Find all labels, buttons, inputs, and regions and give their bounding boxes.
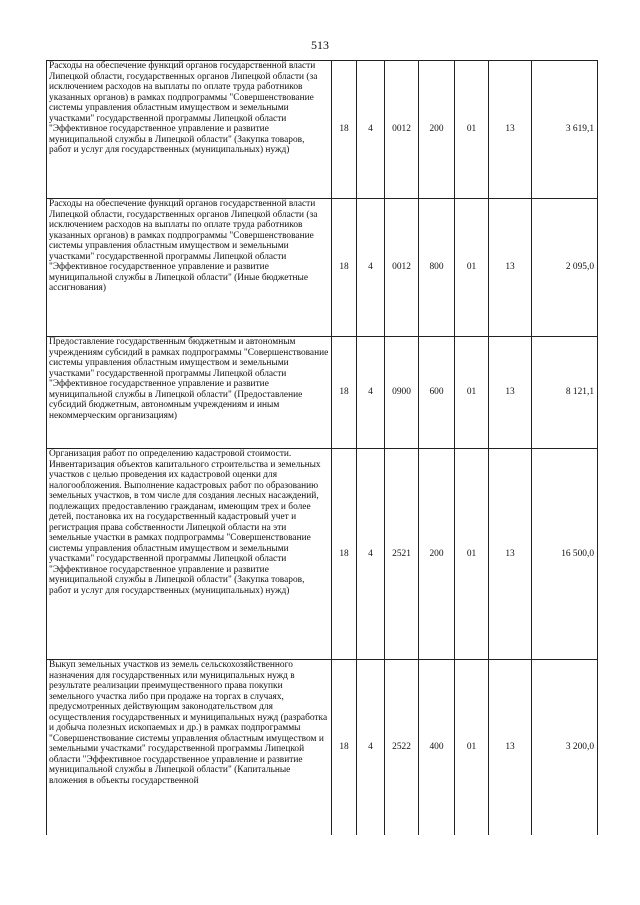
row-code-3: 0900: [385, 337, 419, 449]
row-code-6: 13: [489, 61, 532, 199]
row-code-3: 0012: [385, 199, 419, 337]
table-row: [47, 449, 598, 660]
row-description: Организация работ по определению кадастровой стоимости. Инвентаризация объектов капитального строительства и земельных участков с целью проведения их кадастровой оценки для налогообложения. Выполнение кадастровых работ по образованию земельных участков, в том числе для создания лесных насаждений, подлежащих предоставлению гражданам, имеющим трех и более детей, постановка их на государственный кадастровый учет и регистрация права собственности Липецкой области на эти земельные участки в рамках подпрограммы "Совершенствование системы управления областным имуществом и земельными участками" государственной программы Липецкой области "Эффективное государственное управление и развитие муниципальной службы в Липецкой области" (Закупка товаров, работ и услуг для государственных (муниципальных) нужд): [47, 449, 332, 660]
row-description: Расходы на обеспечение функций органов государственной власти Липецкой области, государственных органов Липецкой области (за исключением расходов на выплаты по оплате труда работников указанных органов) в рамках подпрограммы "Совершенствование системы управления областным имуществом и земельными участками" государственной программы Липецкой области "Эффективное государственное управление и развитие муниципальной службы в Липецкой области" (Иные бюджетные ассигнования): [47, 199, 332, 337]
row-code-5: 01: [455, 61, 489, 199]
row-code-5: 01: [455, 337, 489, 449]
row-code-1: 18: [332, 449, 357, 660]
row-code-3: 2522: [385, 660, 419, 835]
table-row: [47, 61, 598, 199]
row-code-4: 400: [419, 660, 455, 835]
row-code-6: 13: [489, 660, 532, 835]
row-code-4: 200: [419, 449, 455, 660]
table-row: [47, 337, 598, 449]
row-code-5: 01: [455, 449, 489, 660]
row-code-6: 13: [489, 449, 532, 660]
row-code-6: 13: [489, 337, 532, 449]
row-code-2: 4: [357, 449, 385, 660]
table-row: [47, 199, 598, 337]
row-code-4: 800: [419, 199, 455, 337]
row-code-1: 18: [332, 199, 357, 337]
row-code-3: 0012: [385, 61, 419, 199]
row-description: Расходы на обеспечение функций органов государственной власти Липецкой области, государственных органов Липецкой области (за исключением расходов на выплаты по оплате труда работников указанных органов) в рамках подпрограммы "Совершенствование системы управления областным имуществом и земельными участками" государственной программы Липецкой области "Эффективное государственное управление и развитие муниципальной службы в Липецкой области" (Закупка товаров, работ и услуг для государственных (муниципальных) нужд): [47, 61, 332, 199]
row-code-2: 4: [357, 660, 385, 835]
row-code-6: 13: [489, 199, 532, 337]
row-code-1: 18: [332, 337, 357, 449]
row-code-4: 600: [419, 337, 455, 449]
budget-table: [46, 60, 598, 835]
row-description: Выкуп земельных участков из земель сельскохозяйственного назначения для государственных или муниципальных нужд в результате реализации преимущественного права покупки земельного участка либо при продаже на торгах в случаях, предусмотренных действующим законодательством для осуществления государственных и муниципальных нужд (разработка и добыча полезных ископаемых и др.) в рамках подпрограммы "Совершенствование системы управления областным имуществом и земельными участками" государственной программы Липецкой области "Эффективное государственное управление и развитие муниципальной службы в Липецкой области" (Капитальные вложения в объекты государственной: [47, 660, 332, 835]
table-row: [47, 660, 598, 835]
row-amount: 2 095,0: [532, 199, 598, 337]
row-code-2: 4: [357, 61, 385, 199]
row-code-1: 18: [332, 660, 357, 835]
row-code-5: 01: [455, 660, 489, 835]
row-code-5: 01: [455, 199, 489, 337]
row-amount: 3 619,1: [532, 61, 598, 199]
page-number: 513: [311, 38, 329, 52]
row-code-4: 200: [419, 61, 455, 199]
row-code-2: 4: [357, 199, 385, 337]
row-amount: 3 200,0: [532, 660, 598, 835]
row-amount: 16 500,0: [532, 449, 598, 660]
row-description: Предоставление государственным бюджетным и автономным учреждениям субсидий в рамках подпрограммы "Совершенствование системы управления областным имуществом и земельными участками" государственной программы Липецкой области "Эффективное государственное управление и развитие муниципальной службы в Липецкой области" (Предоставление субсидий бюджетным, автономным учреждениям и иным некоммерческим организациям): [47, 337, 332, 449]
row-code-1: 18: [332, 61, 357, 199]
row-code-3: 2521: [385, 449, 419, 660]
row-code-2: 4: [357, 337, 385, 449]
row-amount: 8 121,1: [532, 337, 598, 449]
